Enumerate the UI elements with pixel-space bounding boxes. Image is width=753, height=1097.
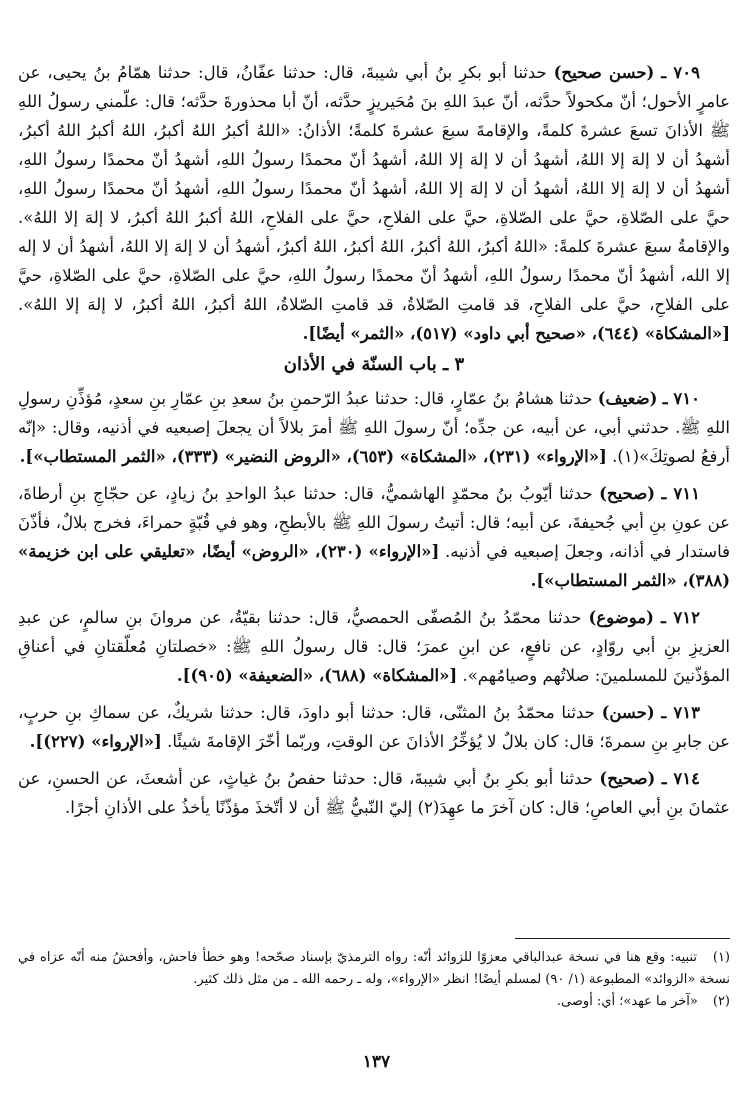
footnote-1 [18, 947, 730, 991]
hadith-grade: (صحيح) [599, 769, 656, 788]
hadith-711 [18, 479, 730, 595]
hadith-grade: (حسن صحيح) [553, 63, 655, 82]
footnote-divider [515, 938, 730, 939]
hadith-text: حدثنا هشامُ بنُ عمّارٍ، قال: حدثنا عبدُ الرّحمنِ بنُ سعدِ بنِ عمّارِ بنِ سعدٍ، مُؤذِّنِ رسولِ اللهِ ﷺ. حدثني أبي، عن أبيه، عن جدِّه؛ أنّ رسولَ اللهِ ﷺ أمرَ بلالاً أن يجعلَ إصبعيه في أذنيه، وقال: «إنّه أرفعُ لصوتِكَ»(١). [18, 389, 730, 466]
footnote-marker: (٢) [712, 994, 730, 1009]
hadith-712 [18, 603, 730, 690]
page-body [18, 58, 730, 822]
hadith-number: ٧١٢ ـ [660, 608, 700, 627]
hadith-references: [«الإرواء» (٢٣٠)، «الروض» أيضًا، «تعليقي على ابن خزيمة» (٣٨٨)، «الثمر المستطاب»]. [18, 542, 730, 590]
page-number: ١٣٧ [362, 1052, 391, 1072]
hadith-text: حدثنا محمّدُ بنُ المُصفّى الحمصيُّ، قال: حدثنا بقيّةُ، عن مروانَ بنِ سالمٍ، عن عبدِ العزيزِ بنِ أبي روّادٍ، عن نافعٍ، عن ابنِ عمرَ؛ قال: قال رسولُ اللهِ ﷺ: «خصلتانِ مُعلّقتانِ في أعناقِ المؤذّنينَ للمسلمينَ: صلاتُهم وصيامُهم». [18, 608, 730, 685]
hadith-number: ٧٠٩ ـ [661, 63, 700, 82]
hadith-text: حدثنا أيّوبُ بنُ محمّدٍ الهاشميُّ، قال: حدثنا عبدُ الواحدِ بنُ زيادٍ، عن حجّاجِ بنِ أرطاةَ، عن عونِ بنِ أبي جُحيفةَ، عن أبيه؛ قال: أتيتُ رسولَ اللهِ ﷺ بالأبطحِ، وهو في قُبّةٍ حمراءَ، فخرج بلالٌ، فأذّنَ فاستدار في أذانه، وجعلَ إصبعيه في أذنيه. [18, 484, 730, 561]
hadith-text: حدثنا أبو بكرِ بنُ أبي شيبةَ، قال: حدثنا عفّانُ، قال: حدثنا همّامُ بنُ يحيى، عن عامرٍ الأحول؛ أنّ مكحولاً حدَّثه، أنّ عبدَ اللهِ بنَ مُحَيريزٍ حدَّثه، أنّ أبا محذورةَ حدَّثه؛ قال: علّمني رسولُ اللهِ ﷺ الأذانَ تسعَ عشرةَ كلمةً، والإقامةَ سبعَ عشرةَ كلمةً؛ الأذانُ: «اللهُ أكبرُ اللهُ أكبرُ، اللهُ أكبرُ اللهُ أكبرُ، أشهدُ أن لا إلهَ إلا اللهُ، أشهدُ أن لا إلهَ إلا اللهُ، أشهدُ أنّ محمدًا رسولُ اللهِ، أشهدُ أنّ محمدًا رسولُ اللهِ، أشهدُ أن لا إلهَ إلا اللهُ، أشهدُ أن لا إلهَ إلا اللهُ، أشهدُ أنّ محمدًا رسولُ اللهِ، أشهدُ أنّ محمدًا رسولُ اللهِ، حيَّ على الصّلاةِ، حيَّ على الصّلاةِ، حيَّ على الفلاحِ، حيَّ على الفلاحِ، اللهُ أكبرُ اللهُ أكبرُ، لا إلهَ إلا اللهُ». والإقامةُ سبعَ عشرةَ كلمةً: «اللهُ أكبرُ، اللهُ أكبرُ، اللهُ أكبرُ، اللهُ أكبرُ، أشهدُ أن لا إلهَ إلا اللهُ، أشهدُ أن لا إله إلا الله، أشهدُ أنّ محمدًا رسولُ اللهِ، أشهدُ أنّ محمدًا رسولُ اللهِ، حيَّ على الصّلاةِ، حيَّ على الصّلاةِ، حيَّ على الفلاحِ، حيَّ على الفلاحِ، قد قامتِ الصّلاةُ، قد قامتِ الصّلاةُ، اللهُ أكبرُ، اللهُ أكبرُ، لا إلهَ إلا اللهُ». [18, 63, 730, 314]
hadith-references: [«الإرواء» (٢٣١)، «المشكاة» (٦٥٣)، «الروض النضير» (٣٣٣)، «الثمر المستطاب»]. [19, 447, 607, 466]
hadith-number: ٧١٣ ـ [661, 703, 700, 722]
hadith-references: [«الإرواء» (٢٢٧)]. [29, 732, 162, 751]
footnote-text: تنبيه: وقع هنا في نسخة عبدالباقي معزوًا للزوائد أنّه: رواه الترمذيّ بإسناد صحّحه! وهو خطأ فاحش، وأفحشُ منه أنّه عزاه في نسخة «الزوائد» المطبوعة (١/ ٩٠) لمسلم أيضًا! انظر «الإرواء»، وله ـ رحمه الله ـ من مثل ذلك كثير. [18, 950, 730, 987]
hadith-text: حدثنا محمّدُ بنُ المثنّى، قال: حدثنا أبو داودَ، قال: حدثنا شريكٌ، عن سماكِ بنِ حربٍ، عن جابرِ بنِ سمرةَ؛ قال: كان بلالٌ لا يُؤخِّرُ الأذانَ عن الوقتِ، وربّما أخّرَ الإقامةَ شيئًا. [18, 703, 730, 751]
hadith-references: [«المشكاة» (٦٨٨)، «الضعيفة» (٩٠٥)]. [176, 666, 458, 685]
hadith-number: ٧١٤ ـ [661, 769, 700, 788]
hadith-713 [18, 698, 730, 756]
footnotes [18, 938, 730, 1013]
hadith-grade: (حسن) [601, 703, 655, 722]
hadith-number: ٧١١ ـ [661, 484, 700, 503]
hadith-text: حدثنا أبو بكرِ بنُ أبي شيبةَ، قال: حدثنا حفصُ بنُ غياثٍ، عن أشعثَ، عن الحسنِ، عن عثمانَ بنِ أبي العاصِ؛ قال: كان آخرَ ما عهِدَ(٢) إليّ النّبيُّ ﷺ أن لا أتّخذَ مؤذّنًا يأخذُ على الأذانِ أجرًا. [18, 769, 730, 817]
footnote-marker: (١) [712, 950, 730, 965]
footnote-2 [18, 991, 730, 1013]
hadith-710 [18, 384, 730, 471]
hadith-709 [18, 58, 730, 348]
footnote-text: «آخر ما عهد»؛ أي: أوصى. [556, 994, 698, 1009]
hadith-grade: (موضوع) [588, 608, 654, 627]
hadith-grade: (صحيح) [599, 484, 656, 503]
hadith-grade: (ضعيف) [597, 389, 658, 408]
hadith-number: ٧١٠ ـ [662, 389, 700, 408]
hadith-references: [«المشكاة» (٦٤٤)، «صحيح أبي داود» (٥١٧)، «الثمر» أيضًا]. [302, 324, 730, 343]
hadith-714 [18, 764, 730, 822]
chapter-title: ٣ ـ باب السنّة في الأذان [283, 354, 465, 375]
